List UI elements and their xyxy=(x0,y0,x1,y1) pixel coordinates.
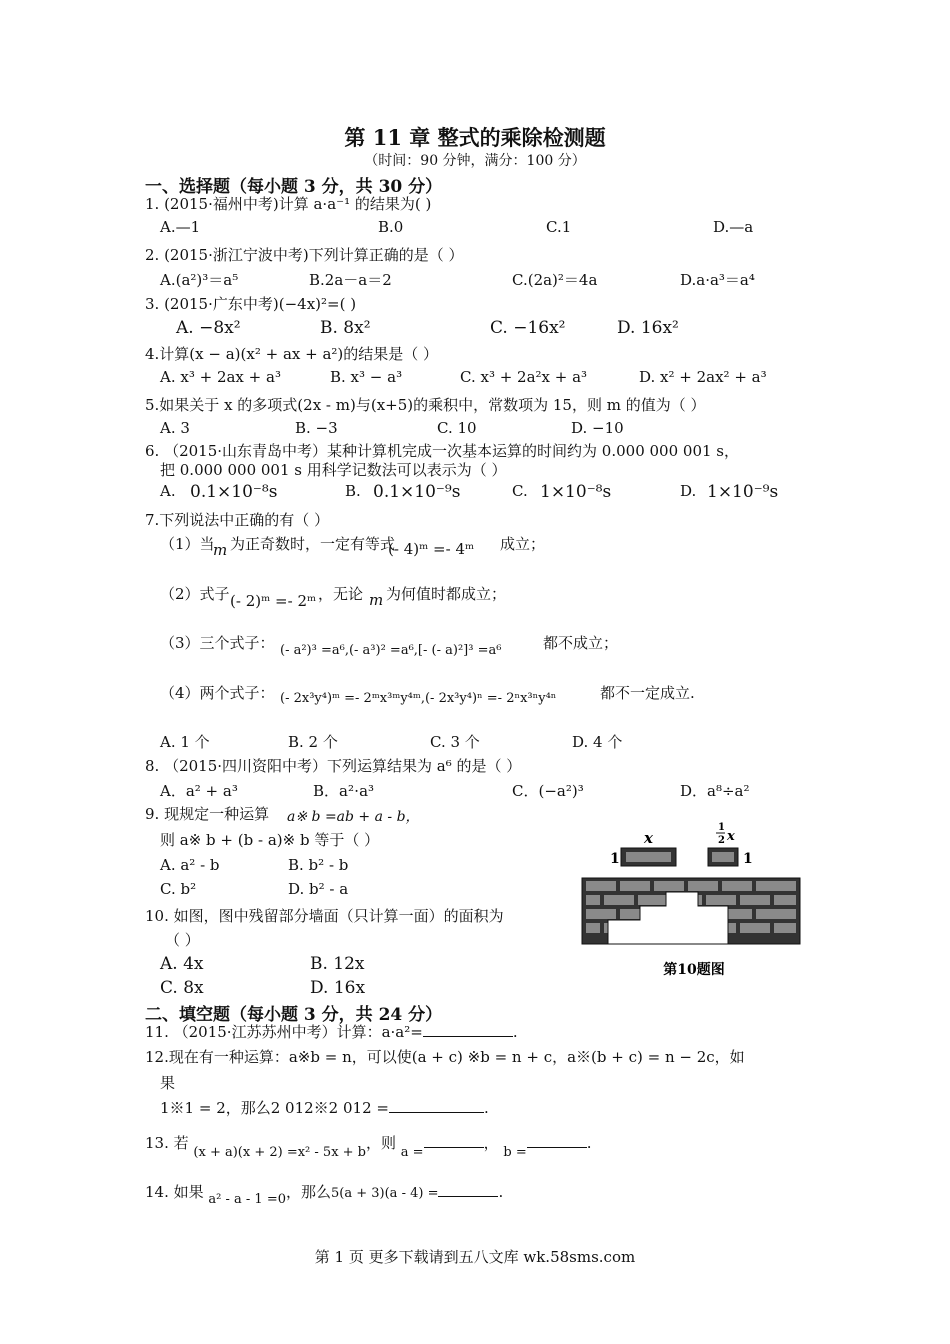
section-choice-heading: 一、选择题（每小题 3 分，共 30 分） xyxy=(145,177,443,197)
q2-option-d: D.a·a³＝a⁴ xyxy=(680,271,755,289)
q7-statement-2-eq: (- 2)ᵐ =- 2ᵐ xyxy=(230,592,317,610)
q1-option-c: C.1 xyxy=(546,218,572,236)
q1-option-d: D.—a xyxy=(713,218,754,236)
q14-lead: 14. 如果 xyxy=(145,1183,204,1201)
question-2: 2. (2015·浙江宁波中考)下列计算正确的是（ ） xyxy=(145,246,464,264)
q7-statement-2-mid: ，无论 xyxy=(318,585,364,603)
question-9-line2: 则 a※ b + (b - a)※ b 等于（ ） xyxy=(160,831,380,849)
fig-label-one-left: 1 xyxy=(610,851,620,867)
q7-statement-2-lead: （2）式子 xyxy=(160,585,230,603)
q13-end: . xyxy=(586,1134,592,1152)
q7-option-d: D. 4 个 xyxy=(572,733,623,751)
question-4: 4.计算(x − a)(x² + ax + a²)的结果是（ ） xyxy=(145,345,439,363)
question-12-line2: 果 xyxy=(160,1074,176,1092)
q6-option-d-label: D. xyxy=(680,482,697,500)
question-6-line2: 把 0.000 000 001 s 用科学记数法可以表示为（ ） xyxy=(160,461,507,479)
q5-option-d: D. −10 xyxy=(571,419,624,437)
q7-statement-1-end: 成立； xyxy=(500,535,546,553)
q14-answer-blank[interactable] xyxy=(438,1182,498,1197)
q10-wall-figure xyxy=(578,818,810,980)
question-13 xyxy=(145,1132,592,1160)
q14-mid: ，那么 xyxy=(286,1183,332,1201)
q12-answer-blank[interactable] xyxy=(389,1098,484,1113)
question-11 xyxy=(145,1021,518,1042)
fig-caption: 第10题图 xyxy=(663,962,725,978)
q7-statement-3-eq: (- a²)³ =a⁶,(- a³)² =a⁶,[- (- a)²]³ =a⁶ xyxy=(280,643,502,658)
q8-option-c: C．(−a²)³ xyxy=(512,782,584,800)
q7-statement-4-eq: (- 2x³y⁴)ᵐ =- 2ᵐx³ᵐy⁴ᵐ,(- 2x³y⁴)ⁿ =- 2ⁿx³ⁿy⁴ⁿ xyxy=(280,691,557,706)
q6-option-c-label: C. xyxy=(512,482,528,500)
q4-option-b: B. x³ − a³ xyxy=(330,368,403,386)
question-3: 3. (2015·广东中考)(−4x)²=( ) xyxy=(145,295,357,313)
q12-text: 1※1 = 2，那么2 012※2 012 = xyxy=(160,1099,389,1117)
q4-option-a: A. x³ + 2ax + a³ xyxy=(160,368,281,386)
q7-statement-1-lead: （1）当 xyxy=(160,535,215,553)
question-7: 7.下列说法中正确的有（ ） xyxy=(145,511,330,529)
q3-option-a: A. −8x² xyxy=(176,318,241,338)
q5-option-c: C. 10 xyxy=(437,419,477,437)
q7-statement-4-lead: （4）两个式子： xyxy=(160,684,275,702)
q10-option-d: D. 16x xyxy=(310,978,366,998)
q13-mid: ，则 xyxy=(366,1134,397,1152)
q9-option-b: B. b² - b xyxy=(288,856,349,874)
q8-option-b: B．a²⋅a³ xyxy=(313,782,375,800)
q3-option-c: C. −16x² xyxy=(490,318,566,338)
q2-option-a: A.(a²)³＝a⁵ xyxy=(160,271,239,289)
q7-statement-1-eq: (- 4)ᵐ =- 4ᵐ xyxy=(388,540,475,558)
q10-option-b: B. 12x xyxy=(310,954,365,974)
q3-option-b: B. 8x² xyxy=(320,318,371,338)
q13-lead: 13. 若 xyxy=(145,1134,189,1152)
q11-answer-blank[interactable] xyxy=(423,1022,513,1037)
wall xyxy=(582,878,800,944)
q6-option-d: 1×10⁻⁹s xyxy=(707,482,779,502)
q7-option-c: C. 3 个 xyxy=(430,733,480,751)
page-footer: 第 1 页 更多下载请到五八文库 wk.58sms.com xyxy=(314,1248,636,1266)
q6-option-a: 0.1×10⁻⁸s xyxy=(190,482,278,502)
q11-end: . xyxy=(512,1023,518,1041)
loose-bricks xyxy=(621,848,738,866)
q13-equation: (x + a)(x + 2) =x² - 5x + b xyxy=(193,1145,366,1160)
fig-label-half-num: 1 xyxy=(718,822,725,833)
q6-option-b-label: B. xyxy=(345,482,361,500)
q11-text: 11. （2015·江苏苏州中考）计算：a·a²= xyxy=(145,1023,423,1041)
q14-end: . xyxy=(498,1183,504,1201)
q7-statement-4-end: 都不一定成立. xyxy=(600,684,695,702)
q14-expression: 5(a + 3)(a - 4) = xyxy=(331,1186,439,1201)
question-6-line1: 6. （2015·山东青岛中考）某种计算机完成一次基本运算的时间约为 0.000 000 001 s， xyxy=(145,442,739,460)
q7-statement-3-lead: （3）三个式子： xyxy=(160,634,275,652)
q6-option-b: 0.1×10⁻⁹s xyxy=(373,482,461,502)
section-fill-heading: 二、填空题（每小题 3 分，共 24 分） xyxy=(145,1005,443,1025)
q1-option-a: A.—1 xyxy=(160,218,201,236)
q2-option-c: C.(2a)²＝4a xyxy=(512,271,598,289)
q13-b-blank[interactable] xyxy=(527,1133,587,1148)
question-5: 5.如果关于 x 的多项式(2x - m)与(x+5)的乘积中，常数项为 15，则 m 的值为（ ） xyxy=(145,396,706,414)
q13-comma: ， xyxy=(483,1134,499,1152)
q8-option-d: D．a⁸÷a² xyxy=(680,782,750,800)
q4-option-c: C. x³ + 2a²x + a³ xyxy=(460,368,588,386)
q1-option-b: B.0 xyxy=(378,218,404,236)
q3-option-d: D. 16x² xyxy=(617,318,679,338)
fig-label-half-den: 2 xyxy=(718,835,725,846)
q6-option-c: 1×10⁻⁸s xyxy=(540,482,612,502)
q14-equation: a² - a - 1 =0 xyxy=(208,1192,286,1207)
q7-option-a: A. 1 个 xyxy=(160,733,210,751)
question-10-line2: （ ） xyxy=(165,931,200,949)
question-9-line1: 9. 现规定一种运算 xyxy=(145,805,270,823)
q7-statement-2-end: 为何值时都成立； xyxy=(386,585,507,603)
q10-option-c: C. 8x xyxy=(160,978,204,998)
q13-a-label: a = xyxy=(400,1145,424,1160)
question-12-line3 xyxy=(160,1097,489,1118)
fig-label-x: x xyxy=(644,829,653,847)
q4-option-d: D. x² + 2ax² + a³ xyxy=(639,368,767,386)
question-10-line1: 10. 如图，图中残留部分墙面（只计算一面）的面积为 xyxy=(145,907,504,925)
q2-option-b: B.2a－a＝2 xyxy=(309,271,392,289)
fig-label-one-right: 1 xyxy=(743,851,753,867)
question-1: 1. (2015·福州中考)计算 a·a⁻¹ 的结果为( ) xyxy=(145,195,432,213)
q12-end: . xyxy=(483,1099,489,1117)
q5-option-b: B. −3 xyxy=(295,419,338,437)
fig-label-half-x: x xyxy=(727,829,735,844)
q7-statement-1-var: m xyxy=(213,541,228,559)
q10-option-a: A. 4x xyxy=(160,954,204,974)
q9-option-d: D. b² - a xyxy=(288,880,349,898)
q9-operation: a※ b =ab + a - b， xyxy=(287,809,420,825)
q7-option-b: B. 2 个 xyxy=(288,733,338,751)
q9-option-c: C. b² xyxy=(160,880,197,898)
page-title: 第 11 章 整式的乘除检测题 xyxy=(344,125,606,150)
q6-option-a-label: A. xyxy=(160,482,176,500)
q13-b-label: b = xyxy=(503,1145,527,1160)
q9-option-a: A. a² - b xyxy=(160,856,220,874)
question-8: 8. （2015·四川资阳中考）下列运算结果为 a⁶ 的是（ ） xyxy=(145,757,522,775)
question-12-line1: 12.现在有一种运算：a※b = n，可以使(a + c) ※b = n + c，a※(b + c) = n − 2c，如 xyxy=(145,1048,745,1066)
q7-statement-3-end: 都不成立； xyxy=(543,634,619,652)
q5-option-a: A. 3 xyxy=(160,419,190,437)
q13-a-blank[interactable] xyxy=(424,1133,484,1148)
question-14 xyxy=(145,1181,504,1207)
q7-statement-1-mid: 为正奇数时，一定有等式 xyxy=(230,535,396,553)
q8-option-a: A．a² + a³ xyxy=(160,782,238,800)
q7-statement-2-var: m xyxy=(369,591,384,609)
page-subtitle: （时间：90 分钟，满分：100 分） xyxy=(364,153,586,169)
